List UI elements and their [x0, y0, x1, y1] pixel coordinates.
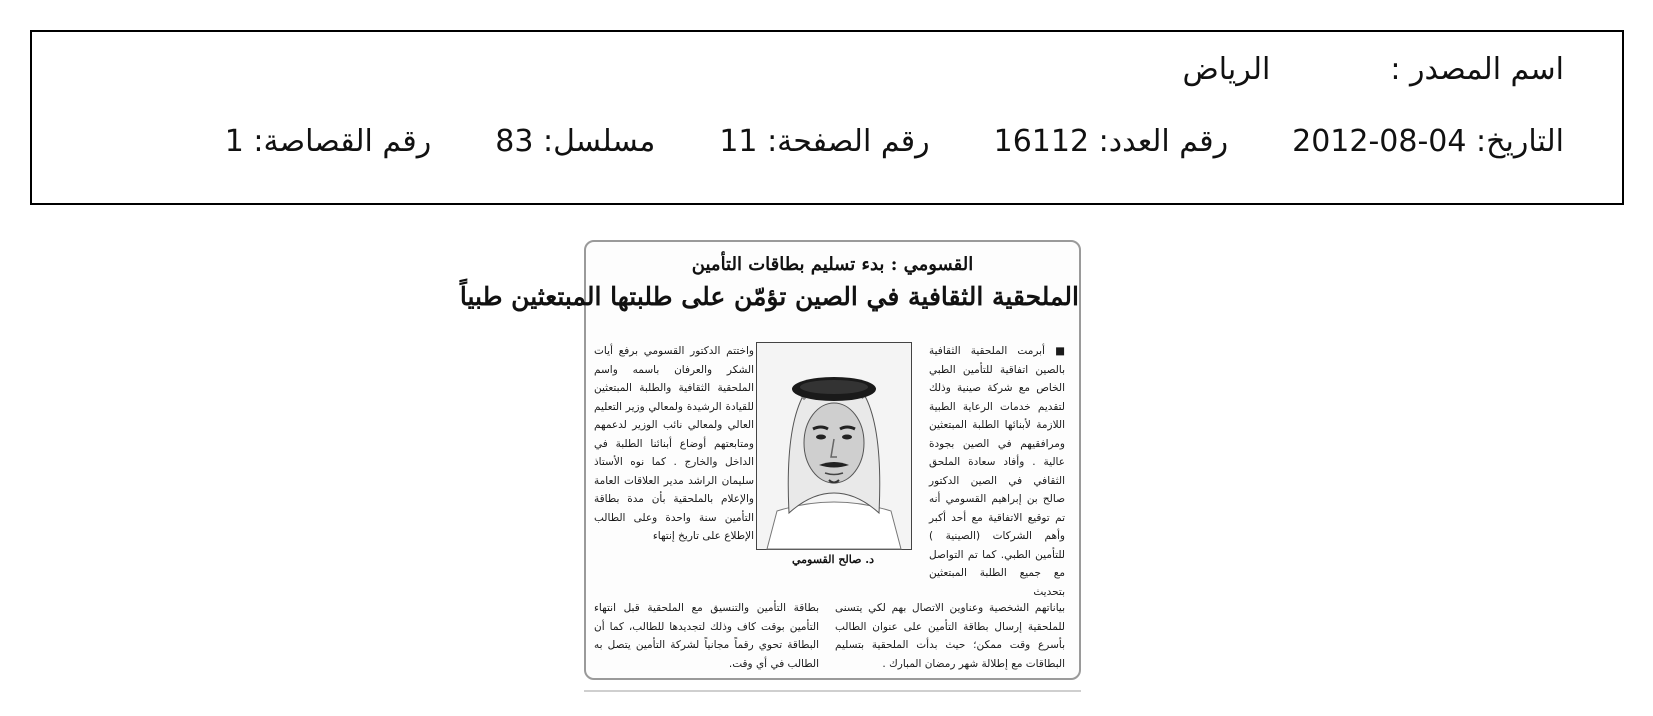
- page-value: 11: [719, 124, 758, 159]
- page-label: رقم الصفحة:: [767, 124, 930, 159]
- source-row: [1183, 52, 1564, 87]
- source-value: الرياض: [1182, 52, 1271, 87]
- serial-value: 83: [495, 124, 534, 159]
- portrait-illustration: [757, 343, 911, 549]
- article-headline: الملحقية الثقافية في الصين تؤمّن على طلبتها المبتعثين طبياً: [459, 282, 1079, 311]
- date-value: 2012-08-04: [1292, 124, 1467, 159]
- issue-label: رقم العدد:: [1098, 124, 1229, 159]
- article-column-bottom-left: بطاقة التأمين والتنسيق مع الملحقية قبل انتهاء التأمين بوقت كاف وذلك لتجديدها للطالب، كما أن البطاقة تحوي رقماً مجانياً لشركة التأمين يتصل به الطالب في أي وقت.: [594, 602, 819, 670]
- portrait-photo: [756, 342, 912, 550]
- serial-label: مسلسل:: [542, 124, 656, 159]
- article-column-bottom-right: بياناتهم الشخصية وعناوين الاتصال بهم لكي يتسنى للملحقية إرسال بطاقة التأمين على عنوان الطالب بأسرع وقت ممكن؛ حيث بدأت الملحقية بتسليم البطاقات مع إطلالة شهر رمضان المبارك .: [835, 602, 1065, 670]
- article-column-right: ■ أبرمت الملحقية الثقافية بالصين اتفاقية للتأمين الطبي الخاص مع شركة صينية وذلك لتقديم خدمات الرعاية الطبية اللازمة لأبنائها الطلبة المبتعثين ومرافقيهم في الصين بجودة عالية . وأفاد سعادة الملحق الثقافي في الصين الدكتور صالح بن إبراهيم القسومي أنه تم توقيع الاتفاقية مع أحد أكبر وأهم الشركات (الصينية ) للتأمين الطبي. كما تم التواصل مع جميع الطلبة المبتعثين بتحديث: [929, 345, 1065, 598]
- serial-field: [495, 124, 655, 159]
- article-column-left: واختتم الدكتور القسومي برفع أيات الشكر والعرفان باسمه واسم الملحقية الثقافية والطلبة المبتعثين للقيادة الرشيدة ولمعالي وزير التعليم العالي ولمعالي نائب الوزير لدعمهم ومتابعتهم أوضاع أبنائنا الطلبة في الداخل والخارج . كما نوه الأستاذ سليمان الراشد مدير العلاقات العامة والإعلام بالملحقية بأن مدة بطاقة التأمين سنة واحدة وعلى الطالب الإطلاع على تاريخ إنتهاء: [594, 345, 754, 542]
- clipping-bottom-rule: [584, 690, 1081, 692]
- photo-caption: د. صالح القسومي: [791, 553, 875, 566]
- clip-number-field: [225, 124, 431, 159]
- issue-field: [994, 124, 1228, 159]
- issue-value: 16112: [993, 124, 1090, 159]
- clip-number-value: 1: [224, 124, 244, 159]
- details-row: [225, 124, 1564, 159]
- date-label: التاريخ:: [1476, 124, 1564, 159]
- source-label: اسم المصدر :: [1390, 52, 1564, 87]
- clipping-metadata-box: [30, 30, 1624, 205]
- article-kicker: القسومي : بدء تسليم بطاقات التأمين: [691, 254, 974, 275]
- page-field: [719, 124, 929, 159]
- newspaper-clipping: [459, 240, 1081, 680]
- date-field: [1292, 124, 1564, 159]
- clip-number-label: رقم القصاصة:: [253, 124, 432, 159]
